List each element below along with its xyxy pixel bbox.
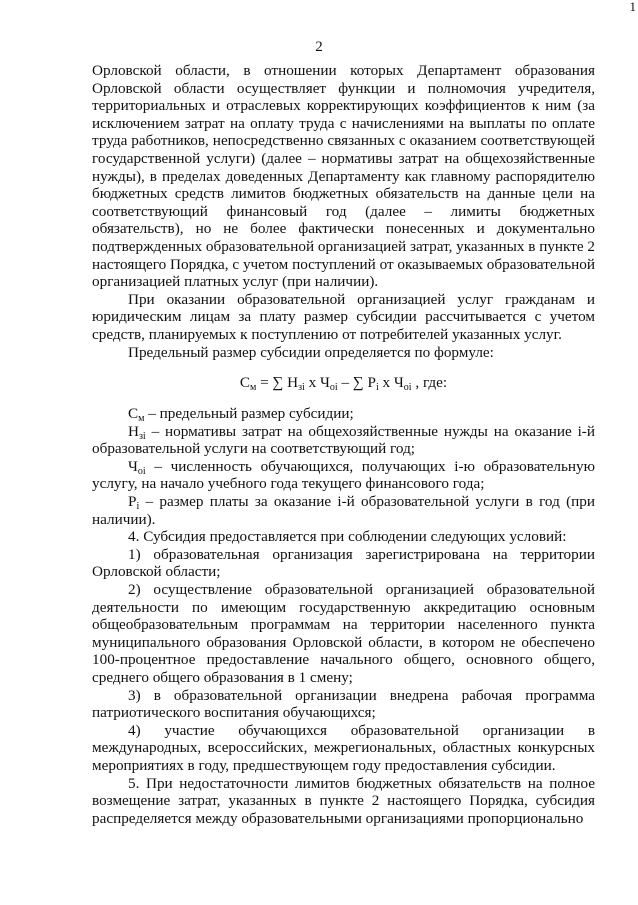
definition-nzi: $Н_{зi}$ – нормативы затрат на общехозяйственные нужды на оказание i-й образовательной услуги на соответствующий год; (92, 422, 595, 458)
condition-item-3: 3) в образовательной организации внедрена рабочая программа патриотического воспитания обучающихся; (92, 686, 595, 722)
condition-item-2: 2) осуществление образовательной организацией образовательной деятельности по имеющим государственную аккредитацию основным общеобразовательным программам на территории населенного пункта муниципального образования Орловской области, в котором не обеспечено 100-процентное предоставление начального общего, основного общего, среднего общего образования в 1 смену; (92, 581, 595, 686)
definition-cm: $С_м$ – предельный размер субсидии; (128, 405, 354, 425)
conditions-intro: 4. Субсидия предоставляется при соблюдении следующих условий: (128, 528, 567, 546)
document-body (92, 62, 595, 827)
condition-item-4: 4) участие обучающихся образовательной организации в международных, всероссийских, межрегиональных, областных конкурсных мероприятиях в году, предшествующем году предоставления субсидии. (92, 721, 595, 774)
definition-choi: $Ч_{оi}$ – численность обучающихся, получающих i-ю образовательную услугу, на начало учебного года текущего финансового года; (92, 457, 595, 493)
paragraph-paid-services: При оказании образовательной организацией услуг гражданам и юридическим лицам за плату размер субсидии рассчитывается с учетом средств, планируемых к поступлению от потребителей указанных услуг. (92, 290, 595, 343)
subsidy-formula: $С_м$ = ∑ $Н_{зi}$ х $Ч_{оi}$ – ∑ $Р_i$ х $Ч_{оi}$ , где: (239, 374, 448, 394)
condition-item-1: 1) образовательная организация зарегистрирована на территории Орловской области; (92, 545, 595, 581)
paragraph-formula-intro: Предельный размер субсидии определяется по формуле: (128, 343, 494, 361)
definition-pi: $Р_i$ – размер платы за оказание i-й образовательной услуги в год (при наличии). (92, 493, 595, 528)
page-number: 2 (315, 39, 323, 55)
paragraph-continuation: Орловской области, в отношении которых Департамент образования Орловской области осуществляет функции и полномочия учредителя, территориальных и отраслевых корректирующих коэффициентов к ним (за исключением затрат на оплату труда с начислениями на выплаты по оплате труда работников, непосредственно связанных с оказанием соответствующей государственной услуги) (далее – нормативы затрат на общехозяйственные нужды), в пределах доведенных Департаменту как главному распорядителю бюджетных средств лимитов бюджетных обязательств на данные цели на соответствующий финансовый год (далее – лимиты бюджетных обязательств), но не более фактически понесенных и документально подтвержденных образовательной организацией затрат, указанных в пункте 2 настоящего Порядка, с учетом поступлений от оказываемых образовательной организацией платных услуг (при наличии). (92, 62, 595, 291)
paragraph-5: 5. При недостаточности лимитов бюджетных обязательств на полное возмещение затрат, указанных в пункте 2 настоящего Порядка, субсидия распределяется между образовательными организациями пропорционально (92, 774, 595, 827)
corner-mark: 1 (629, 0, 636, 14)
